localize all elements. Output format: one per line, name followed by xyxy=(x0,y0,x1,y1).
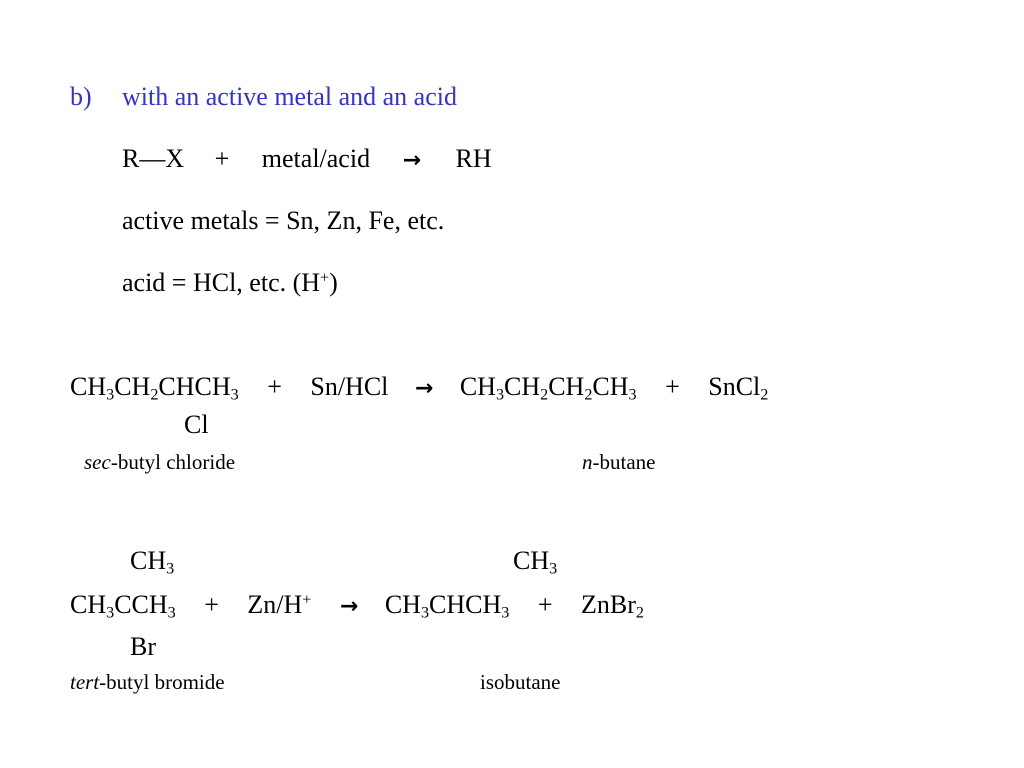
example2-plus2: + xyxy=(537,590,553,619)
general-product: RH xyxy=(455,144,492,173)
general-equation xyxy=(122,146,492,172)
acid-text: acid = HCl, etc. (H xyxy=(122,268,321,297)
acid-charge: + xyxy=(320,269,330,287)
right-arrow-icon: → xyxy=(402,148,422,173)
example2-substituent: Br xyxy=(130,632,156,661)
right-arrow-icon: → xyxy=(414,376,434,401)
example2-plus: + xyxy=(204,590,219,619)
example1-plus: + xyxy=(267,372,282,401)
example1-product-name: n-butane xyxy=(582,450,656,474)
example1-reactant: $CH_3CH_2CHCH_3$ xyxy=(70,372,239,404)
example1-product: $CH_3CH_2CH_2CH_3$ xyxy=(459,372,637,404)
acid-line xyxy=(122,270,338,296)
right-arrow-icon: → xyxy=(339,594,359,619)
example2-reactant: $CH_3CCH_3$ xyxy=(70,590,176,622)
general-plus: + xyxy=(214,144,230,173)
example2-product: $CH_3CHCH_3$ xyxy=(384,590,510,622)
example2-reactant-name: tert-butyl bromide xyxy=(70,670,225,694)
section-title: with an active metal and an acid xyxy=(122,82,457,111)
example2-product-name: isobutane xyxy=(480,670,561,694)
example1-reagent: Sn/HCl xyxy=(310,372,389,401)
example2-top-reactant: $CH_3$ xyxy=(130,546,175,578)
example1-byproduct: SnCl$_2$ xyxy=(708,372,769,404)
general-reagent: metal/acid xyxy=(261,144,371,173)
example1-plus2: + xyxy=(665,372,680,401)
active-metals-line: active metals = Sn, Zn, Fe, etc. xyxy=(122,206,445,235)
example1-substituent: Cl xyxy=(184,410,209,439)
section-marker: b) xyxy=(70,82,92,111)
example1-equation xyxy=(70,372,769,404)
example2-byproduct: ZnBr$_2$ xyxy=(580,590,644,622)
example2-equation xyxy=(70,590,644,622)
acid-close: ) xyxy=(329,268,338,297)
general-reactant: R—X xyxy=(122,144,185,173)
example1-reactant-name: sec-butyl chloride xyxy=(84,450,236,474)
example2-reagent: Zn/H+ xyxy=(247,590,312,619)
example2-top-product: $CH_3$ xyxy=(513,546,558,578)
